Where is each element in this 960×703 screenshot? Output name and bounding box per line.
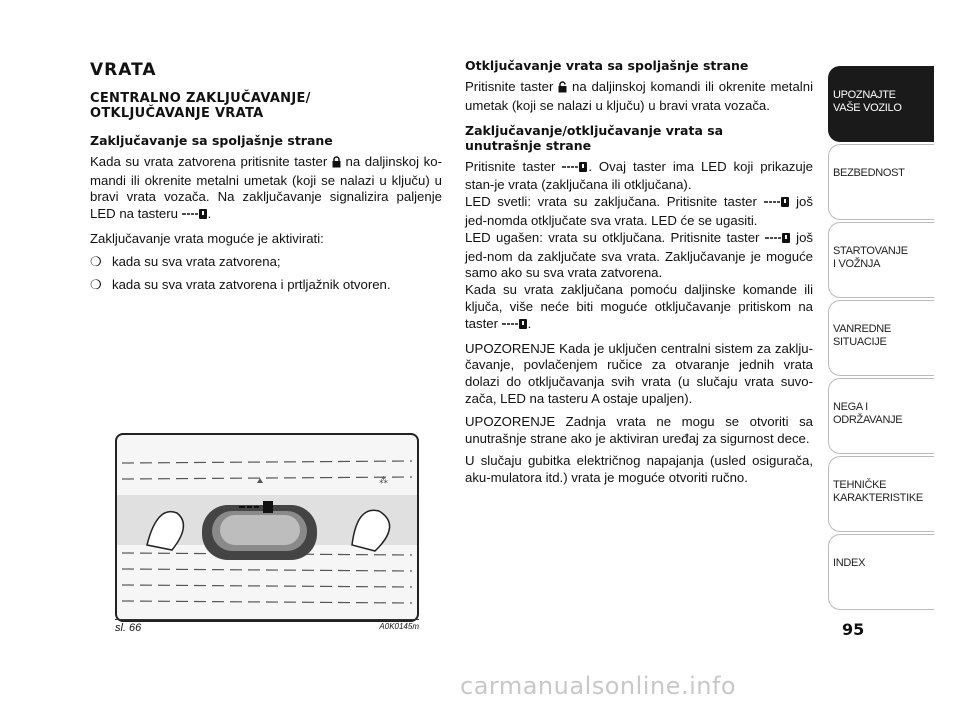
left-column <box>90 58 442 299</box>
tab-tehnicke[interactable] <box>828 456 934 532</box>
door-lock-button-icon <box>502 318 528 335</box>
chapter-tabs <box>828 66 934 612</box>
page-number: 95 <box>842 620 865 639</box>
figure-number: sl. 66 <box>115 622 142 634</box>
tab-label: UPOZNAJTE <box>833 89 896 101</box>
list-item <box>90 254 442 271</box>
paragraph-lock-outside <box>90 154 442 225</box>
tab-label: NEGA I <box>833 401 868 413</box>
text-fragment: Pritisnite taster <box>465 79 554 94</box>
paragraph-power-loss: U slučaju gubitka električnog napajanja (usled osigurača, aku-mulatora itd.) vrata je moguće otvoriti ručno. <box>465 453 813 486</box>
heading-unlock-outside: Otključavanje vrata sa spoljašnje strane <box>465 58 749 73</box>
door-lock-button-icon <box>562 161 588 178</box>
tab-vanredne[interactable] <box>828 300 934 376</box>
text-fragment: još jed-nom da zaključate sva vrata. Zaključavanje je moguće samo ako su sva vrata zatvorena. <box>465 229 813 281</box>
figure-code: A0K0145m <box>379 622 419 631</box>
tab-label: VANREDNE <box>833 323 891 335</box>
bullet-marker: ❍ <box>90 276 102 292</box>
text-fragment: . Ovaj taster ima LED koji prikazuje stan-je vrata (zaključana ili otključana). <box>465 158 813 193</box>
warning-child-safety: UPOZORENJE Zadnja vrata ne mogu se otvoriti sa unutrašnje strane ako je aktiviran uređaj za sigurnost dece. <box>465 413 813 446</box>
tab-label: BEZBEDNOST <box>833 167 905 179</box>
heading-line1: Zaključavanje/otključavanje vrata sa <box>465 122 724 138</box>
text-fragment: . <box>527 315 532 331</box>
page-title: VRATA <box>90 60 157 80</box>
text-fragment: na daljinskoj ko-mandi ili okrenite metalni umetak (koji se nalazi u ključu) u bravi vrata vozača. Na zaključavanje signalizira paljenje LED na tasteru <box>90 153 442 222</box>
door-lock-button-icon <box>182 208 208 225</box>
door-lock-button-illustration <box>115 433 419 622</box>
svg-text:⁂: ⁂ <box>379 476 388 486</box>
paragraph-inside-3 <box>465 230 813 282</box>
padlock-icon <box>332 156 341 173</box>
tab-label: SITUACIJE <box>833 336 887 348</box>
figure-caption <box>115 619 419 634</box>
section-title <box>90 91 442 121</box>
paragraph-inside-4 <box>465 282 813 334</box>
heading-lock-inside <box>465 123 813 153</box>
door-lock-button-icon <box>765 232 791 249</box>
section-title-line2: OTKLJUČAVANJE VRATA <box>90 105 264 121</box>
tab-index[interactable] <box>828 534 934 610</box>
paragraph-unlock-outside <box>465 79 813 115</box>
right-column <box>465 58 813 493</box>
paragraph-inside-1 <box>465 159 813 195</box>
tab-startovanje[interactable] <box>828 222 934 298</box>
door-lock-button-icon <box>764 196 790 213</box>
tab-upoznajte[interactable] <box>828 66 934 142</box>
bullet-marker: ❍ <box>90 253 102 269</box>
list-item-text: kada su sva vrata zatvorena; <box>112 253 281 269</box>
text-fragment: na daljinskoj komandi ili okrenite metalni umetak (koji se nalazi u ključu) u bravi vrata vozača. <box>465 79 813 113</box>
watermark: carmanualsonline.info <box>460 672 737 700</box>
tab-nega[interactable] <box>828 378 934 454</box>
padlock-open-icon <box>558 81 567 98</box>
warning-central-locking: UPOZORENJE Kada je uključen centralni sistem za zaklju-čavanje, povlačenjem ručice za otvaranje jednih vrata dolazi do otključavanja svih vrata (u slučaju vrata suvo-zača, LED na tasteru A ostaje upaljen). <box>465 340 813 406</box>
tab-label: STARTOVANJE <box>833 245 908 257</box>
heading-line2: unutrašnje strane <box>465 137 592 153</box>
heading-lock-outside: Zaključavanje sa spoljašnje strane <box>90 132 333 148</box>
tab-label: INDEX <box>833 557 866 569</box>
tab-bezbednost[interactable] <box>828 144 934 220</box>
list-item-text: kada su sva vrata zatvorena i prtljažnik otvoren. <box>112 276 391 292</box>
list-item <box>90 277 442 294</box>
paragraph-conditions: Zaključavanje vrata moguće je aktivirati: <box>90 230 324 246</box>
text-fragment: LED ugašen: vrata su otključana. Pritisnite taster <box>465 229 760 245</box>
text-fragment: još jed-nomda otključate sva vrata. LED će se ugasiti. <box>465 194 813 228</box>
text-fragment: Pritisnite taster <box>465 158 556 174</box>
tab-label: I VOŽNJA <box>833 258 881 270</box>
text-fragment: Kada su vrata zatvorena pritisnite taster <box>90 153 328 169</box>
tab-label: ODRŽAVANJE <box>833 414 903 426</box>
paragraph-inside-2 <box>465 194 813 230</box>
text-fragment: Kada su vrata zaključana pomoću daljinske komande ili ključa, više neće biti moguće otključavanje pritiskom na taster <box>465 282 813 331</box>
text-fragment: LED svetli: vrata su zaključana. Pritisnite taster <box>465 194 757 210</box>
tab-label: VAŠE VOZILO <box>833 102 902 114</box>
text-fragment: . <box>207 206 212 222</box>
tab-label: KARAKTERISTIKE <box>833 492 923 504</box>
tab-label: TEHNIČKE <box>833 479 887 491</box>
section-title-line1: CENTRALNO ZAKLJUČAVANJE/ <box>90 90 311 106</box>
